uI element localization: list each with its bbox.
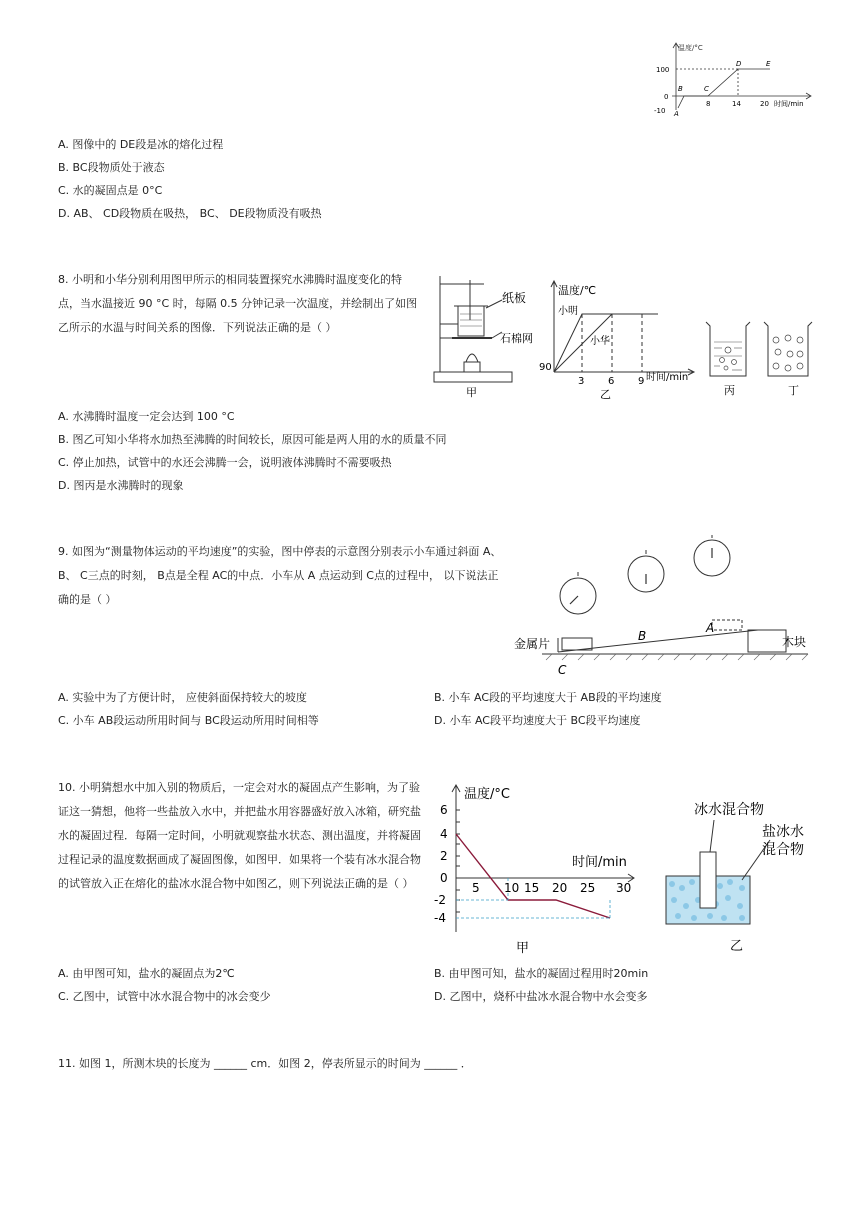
q9-stem: 9. 如图为“测量物体运动的平均速度”的实验，图中停表的示意图分别表示小车通过斜面 A、 B、 C三点的时刻， B点是全程 AC的中点．小车从 A 点运动到 C点的过程中， 以下说法正确的是（ ） [58,545,502,606]
q8-y90: 90 [539,362,552,373]
q7-ylabel: 温度/°C [678,44,703,52]
q7-x20: 20 [760,100,769,108]
q10-ytick-neg2: -2 [434,893,446,907]
q8-apparatus-figure [430,266,540,398]
q10-label-salt-ice-water: 盐冰水 [762,824,804,840]
q10-ylabel: 温度/°C [464,787,510,802]
q9-label-block: 木块 [782,635,807,649]
q9-option-c[interactable]: C. 小车 AB段运动所用时间与 BC段运动所用时间相等 [58,714,319,727]
q10-caption-jia: 甲 [516,941,530,956]
q7-temperature-graph [650,38,820,118]
q7-x8: 8 [706,100,711,108]
q7-option-a[interactable]: A. 图像中的 DE段是冰的熔化过程 [58,138,224,151]
q10-ytick-4: 4 [440,827,448,841]
q10-xtick-5: 5 [472,881,480,895]
q7-x14: 14 [732,100,741,108]
q7-point-e: E [766,60,771,68]
q9-label-c: C [558,663,567,677]
q10-temperature-curve [456,834,610,918]
q10-beaker-figure [658,796,818,956]
q8-beaker-ding [760,318,818,400]
q9-option-a[interactable]: A. 实验中为了方便计时， 应使斜面保持较大的坡度 [58,691,307,704]
q9-option-d[interactable]: D. 小车 AC段平均速度大于 BC段平均速度 [434,714,641,727]
q7-point-b: B [678,85,683,93]
q10-option-b[interactable]: B. 由甲图可知，盐水的凝固过程用时20min [434,967,649,980]
q8-beaker-bing [702,318,754,400]
q10-ytick-neg4: -4 [434,911,446,925]
q9-option-b[interactable]: B. 小车 AC段的平均速度大于 AB段的平均速度 [434,691,662,704]
q7-y100: 100 [656,66,670,74]
q7-yneg10: -10 [654,107,666,115]
q11-stem: 11. 如图 1，所测木块的长度为 ______ cm．如图 2，停表所显示的时间为 ______ ． [58,1057,472,1070]
q9-label-a: A [706,621,715,635]
q9-label-b: B [638,629,647,643]
q10-ytick-0: 0 [440,871,448,885]
q10-xtick-15: 15 [524,881,540,895]
q9-label-metal: 金属片 [514,637,551,651]
q10-xtick-25: 25 [580,881,596,895]
q8-caption-yi: 乙 [600,388,611,400]
q8-label-ming: 小明 [558,306,578,317]
q8-option-b[interactable]: B. 图乙可知小华将水加热至沸腾的时间较长，原因可能是两人用的水的质量不同 [58,433,447,446]
q7-y0: 0 [664,93,669,101]
q8-caption-bing: 丙 [724,384,735,397]
q8-boiling-graph [538,276,698,400]
q8-option-d[interactable]: D. 图丙是水沸腾时的现象 [58,479,184,492]
q10-stem: 10. 小明猜想水中加入别的物质后，一定会对水的凝固点产生影响，为了验证这一猜想，他将一些盐放入水中，并把盐水用容器盛好放入冰箱，研究盐水的凝固过程．每隔一定时间，小明就观察盐水状态、测出温度，并将凝固过程记录的温度数据画成了凝固图像，如图甲．如果将一个装有冰水混合物的试管放入正在熔化的盐冰水混合物中如图乙，则下列说法正确的是（ ） [58,781,421,890]
q7-point-d: D [736,60,742,68]
q8-ylabel: 温度/℃ [558,284,597,297]
q10-option-c[interactable]: C. 乙图中，试管中冰水混合物中的冰会变少 [58,990,271,1003]
q10-xtick-10: 10 [504,881,520,895]
q10-label-ice-water: 冰水混合物 [694,802,764,818]
q10-option-a[interactable]: A. 由甲图可知，盐水的凝固点为2℃ [58,967,235,980]
q7-option-b[interactable]: B. BC段物质处于液态 [58,161,165,174]
q10-option-d[interactable]: D. 乙图中，烧杯中盐冰水混合物中水会变多 [434,990,648,1003]
q8-option-c[interactable]: C. 停止加热，试管中的水还会沸腾一会，说明液体沸腾时不需要吸热 [58,456,392,469]
q8-caption-jia: 甲 [466,386,477,398]
q8-x3: 3 [578,376,585,387]
q10-xlabel: 时间/min [572,855,627,870]
q9-incline-figure [512,534,818,680]
q8-label-hua: 小华 [590,336,610,347]
q8-xlabel: 时间/min [646,372,689,383]
q10-freezing-graph [420,782,640,958]
q10-label-mixture: 混合物 [762,842,804,858]
q7-option-c[interactable]: C. 水的凝固点是 0°C [58,184,163,197]
q7-point-c: C [704,85,709,93]
q8-label-paper: 纸板 [502,291,527,305]
q10-xtick-30: 30 [616,881,632,895]
q7-option-d[interactable]: D. AB、 CD段物质在吸热， BC、 DE段物质没有吸热 [58,207,322,220]
q10-caption-yi: 乙 [730,939,744,954]
q8-stem: 8. 小明和小华分别利用图甲所示的相同装置探究水沸腾时温度变化的特点，当水温接近 90 °C 时，每隔 0.5 分钟记录一次温度，并绘制出了如图乙所示的水温与时间关系的图像．下列说法正确的是（ ） [58,273,418,334]
q10-ytick-6: 6 [440,803,448,817]
q10-xtick-20: 20 [552,881,568,895]
q8-x6: 6 [608,376,615,387]
q8-label-gauze: 石棉网 [500,332,533,345]
q8-option-a[interactable]: A. 水沸腾时温度一定会达到 100 °C [58,410,235,423]
q10-ytick-2: 2 [440,849,448,863]
q8-caption-ding: 丁 [788,384,799,397]
q8-x9: 9 [638,376,645,387]
q7-xlabel: 时间/min [774,100,804,108]
q7-point-a: A [674,110,679,118]
